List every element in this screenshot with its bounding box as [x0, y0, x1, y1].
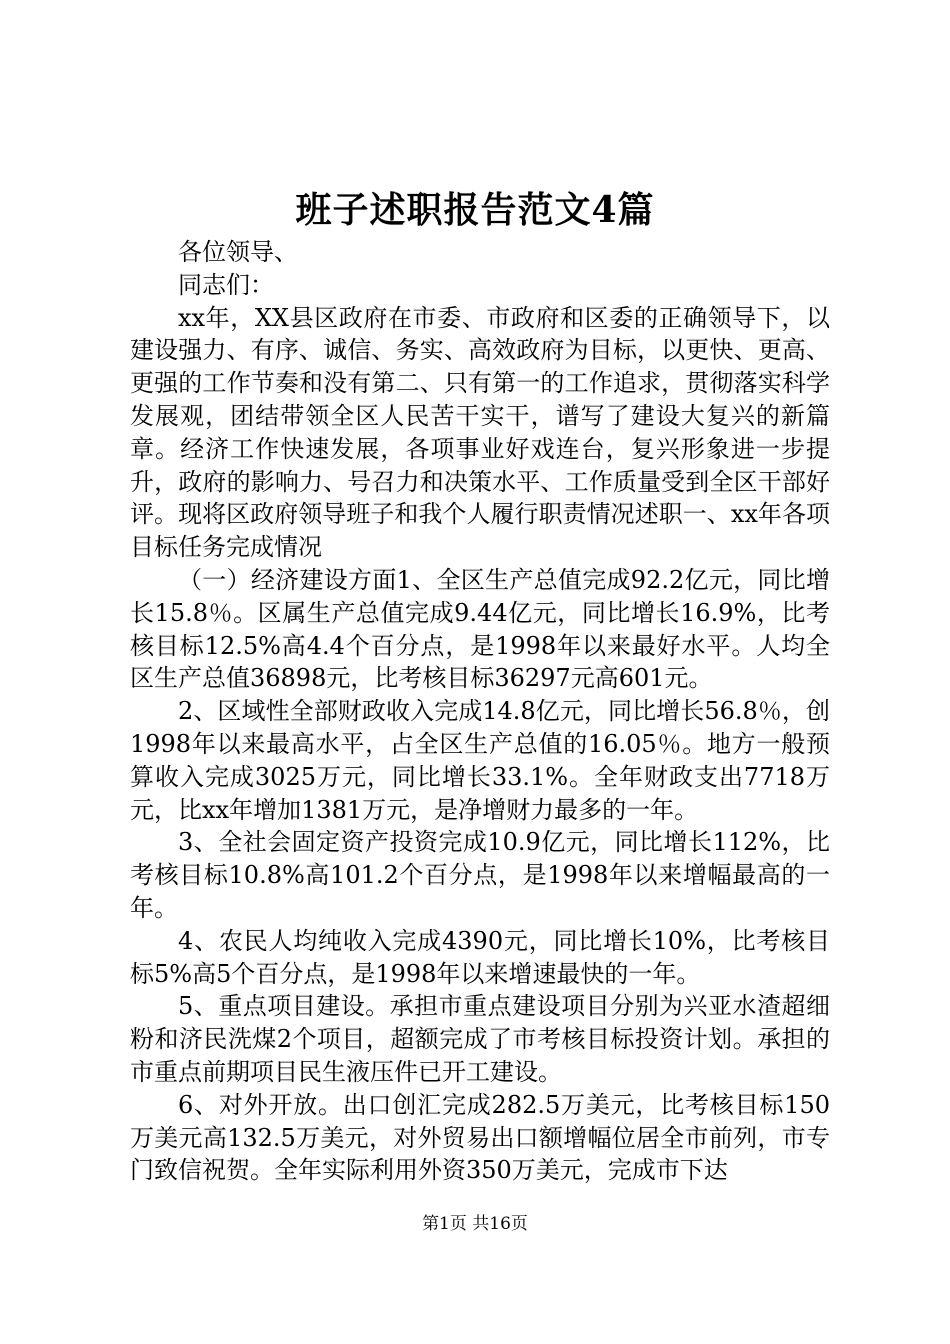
body-paragraph: 2、区域性全部财政收入完成14.8亿元，同比增长56.8％，创1998年以来最高水平，占全区生产总值的16.05％。地方一般预算收入完成3025万元，同比增长33.1%。全年财政支出7718万元，比xx年增加1381万元，是净增财力最多的一年。	[130, 697, 830, 824]
body-paragraph: 3、全社会固定资产投资完成10.9亿元，同比增长112%，比考核目标10.8%高101.2个百分点，是1998年以来增幅最高的一年。	[130, 828, 830, 922]
salutation-line: 各位领导、	[178, 238, 298, 266]
page-number-footer: 第1页 共16页	[422, 1214, 528, 1234]
body-paragraph: 4、农民人均纯收入完成4390元，同比增长10%，比考核目标5%高5个百分点，是1998年以来增速最快的一年。	[130, 926, 830, 988]
body-paragraph: 5、重点项目建设。承担市重点建设项目分别为兴亚水渣超细粉和济民洗煤2个项目，超额完成了市考核目标投资计划。承担的市重点前期项目民生液压件已开工建设。	[130, 992, 830, 1086]
document-title: 班子述职报告范文4篇	[295, 189, 655, 231]
document-body	[130, 236, 830, 1187]
body-paragraph: （一）经济建设方面1、全区生产总值完成92.2亿元，同比增长15.8％。区属生产总值完成9.44亿元，同比增长16.9%，比考核目标12.5%高4.4个百分点，是1998年以来最好水平。人均全区生产总值36898元，比考核目标36297元高601元。	[130, 565, 830, 693]
salutation-line: 同志们：	[178, 270, 274, 299]
body-paragraph: xx年，XX县区政府在市委、市政府和区委的正确领导下，以建设强力、有序、诚信、务实、高效政府为目标，以更快、更高、更强的工作节奏和没有第二、只有第一的工作追求，贯彻落实科学发展观，团结带领全区人民苦干实干，谱写了建设大复兴的新篇章。经济工作快速发展，各项事业好戏连台，复兴形象进一步提升，政府的影响力、号召力和决策水平、工作质量受到全区干部好评。现将区政府领导班子和我个人履行职责情况述职一、xx年各项目标任务完成情况	[130, 303, 830, 562]
body-paragraph: 6、对外开放。出口创汇完成282.5万美元，比考核目标150万美元高132.5万美元，对外贸易出口额增幅位居全市前列，市专门致信祝贺。全年实际利用外资350万美元，完成市下达	[130, 1090, 830, 1185]
